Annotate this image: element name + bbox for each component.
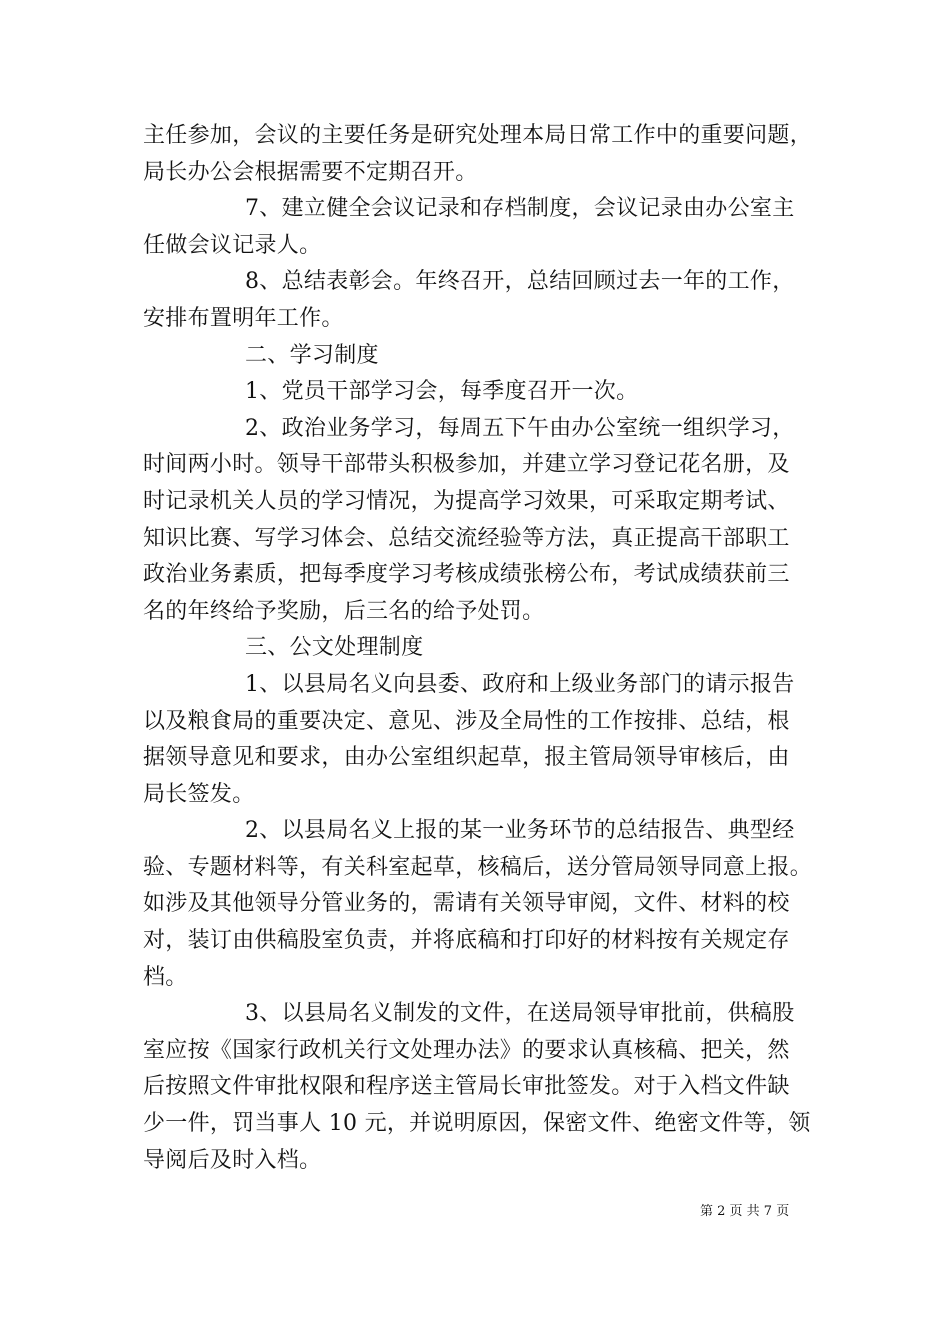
text-line: 8、总结表彰会。年终召开，总结回顾过去一年的工作，: [245, 269, 795, 295]
text-line: 1、党员干部学习会，每季度召开一次。: [245, 379, 639, 405]
text-line: 局长办公会根据需要不定期召开。: [143, 159, 478, 185]
text-line: 2、政治业务学习，每周五下午由办公室统一组织学习，: [245, 415, 795, 441]
text-line: 名的年终给予奖励，后三名的给予处罚。: [143, 598, 545, 624]
text-line: 安排布置明年工作。: [143, 305, 344, 331]
text-line: 后按照文件审批权限和程序送主管局长审批签发。对于入档文件缺: [143, 1074, 790, 1100]
text-line: 3、以县局名义制发的文件，在送局领导审批前，供稿股: [245, 1001, 795, 1027]
document-body: [143, 118, 833, 1179]
text-line: 室应按《国家行政机关行文处理办法》的要求认真核稿、把关，然: [143, 1037, 790, 1063]
text-line: 档。: [143, 964, 188, 990]
text-line: 7、建立健全会议记录和存档制度，会议记录由办公室主: [245, 196, 795, 222]
text-line: 知识比赛、写学习体会、总结交流经验等方法，真正提高干部职工: [143, 525, 790, 551]
text-line: 二、学习制度: [245, 342, 379, 368]
text-line: 以及粮食局的重要决定、意见、涉及全局性的工作按排、总结，根: [143, 708, 790, 734]
text-line: 时间两小时。领导干部带头积极参加，并建立学习登记花名册，及: [143, 452, 790, 478]
text-line: 局长签发。: [143, 781, 255, 807]
text-line: 导阅后及时入档。: [143, 1147, 322, 1173]
text-line: 时记录机关人员的学习情况，为提高学习效果，可采取定期考试、: [143, 488, 790, 514]
text-line: 主任参加，会议的主要任务是研究处理本局日常工作中的重要问题，: [143, 123, 813, 148]
text-line: 验、专题材料等，有关科室起草，核稿后，送分管局领导同意上报。: [143, 854, 813, 880]
text-line: 对，装订由供稿股室负责，并将底稿和打印好的材料按有关规定存: [143, 928, 790, 954]
page-number-footer: 第 2 页 共 7 页: [700, 1204, 790, 1219]
text-line: 少一件，罚当事人 10 元，并说明原因，保密文件、绝密文件等，领: [143, 1111, 811, 1137]
text-line: 1、以县局名义向县委、政府和上级业务部门的请示报告: [245, 671, 795, 697]
text-line: 2、以县局名义上报的某一业务环节的总结报告、典型经: [245, 818, 795, 844]
text-line: 据领导意见和要求，由办公室组织起草，报主管局领导审核后，由: [143, 745, 790, 771]
text-line: 任做会议记录人。: [143, 232, 322, 258]
text-line: 三、公文处理制度: [245, 635, 424, 661]
text-line: 如涉及其他领导分管业务的，需请有关领导审阅，文件、材料的校: [143, 891, 790, 917]
text-line: 政治业务素质，把每季度学习考核成绩张榜公布，考试成绩获前三: [143, 562, 790, 588]
